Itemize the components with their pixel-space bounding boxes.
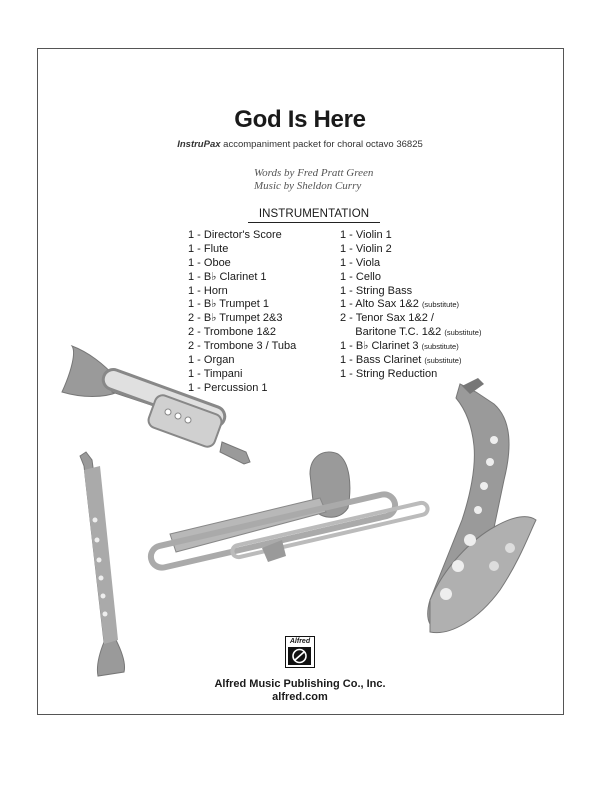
instrument-part: 1 - B♭ Trumpet 1 xyxy=(188,298,269,311)
logo-emblem-icon xyxy=(288,647,311,665)
words-credit: Words by Fred Pratt Green xyxy=(254,167,374,179)
publisher-info xyxy=(0,678,600,704)
page-title: God Is Here xyxy=(234,106,366,133)
instrument-part: 1 - Alto Sax 1&2 xyxy=(340,298,422,311)
instrument-part: 1 - Organ xyxy=(188,354,235,367)
logo-text: Alfred xyxy=(289,638,311,645)
publisher-url: alfred.com xyxy=(272,691,328,703)
music-credit: Music by Sheldon Curry xyxy=(254,180,362,192)
instrument-part: 1 - Percussion 1 xyxy=(188,381,268,394)
trumpet-illustration xyxy=(62,346,250,464)
instrument-part: 1 - Flute xyxy=(188,242,229,255)
instrument-part: 1 - String Bass xyxy=(340,284,413,297)
clarinet-illustration xyxy=(80,452,125,676)
instrument-part: 1 - Director's Score xyxy=(188,229,282,241)
instrument-part: 2 - B♭ Trumpet 2&3 xyxy=(188,312,283,325)
instrument-part: 1 - B♭ Clarinet 3 xyxy=(340,340,422,353)
instrument-part: 1 - Bass Clarinet xyxy=(340,354,425,367)
instrument-part: 1 - Timpani xyxy=(188,367,243,380)
instrument-part: 2 - Trombone 3 / Tuba xyxy=(188,340,297,353)
instrument-part: 1 - Horn xyxy=(188,284,228,297)
instrument-part: 1 - Violin 1 xyxy=(340,229,392,241)
subtitle-text: accompaniment packet for choral octavo 36825 xyxy=(220,139,423,150)
instrument-part: 2 - Tenor Sax 1&2 / xyxy=(340,312,434,325)
trombone-illustration xyxy=(149,452,429,570)
substitute-note: (substitute) xyxy=(421,342,459,352)
substitute-note: (substitute) xyxy=(421,300,460,310)
alfred-logo xyxy=(285,636,315,668)
instrument-part: 1 - String Reduction xyxy=(340,367,438,380)
substitute-note: (substitute) xyxy=(444,328,482,338)
publisher-name: Alfred Music Publishing Co., Inc. xyxy=(214,678,386,690)
instrument-part: 1 - Oboe xyxy=(188,256,231,269)
instrument-part: 1 - Violin 2 xyxy=(340,242,392,255)
instrument-part: 1 - Cello xyxy=(340,270,381,283)
instrument-part: 1 - B♭ Clarinet 1 xyxy=(188,270,267,283)
instrumentation-heading: INSTRUMENTATION xyxy=(258,208,370,220)
instrument-part: Baritone T.C. 1&2 xyxy=(340,326,445,339)
brand-name: InstruPax xyxy=(177,139,221,150)
saxophone-illustration xyxy=(428,378,536,633)
instrument-part: 2 - Trombone 1&2 xyxy=(188,326,277,339)
substitute-note: (substitute) xyxy=(424,356,462,366)
instrument-part: 1 - Viola xyxy=(340,256,381,269)
